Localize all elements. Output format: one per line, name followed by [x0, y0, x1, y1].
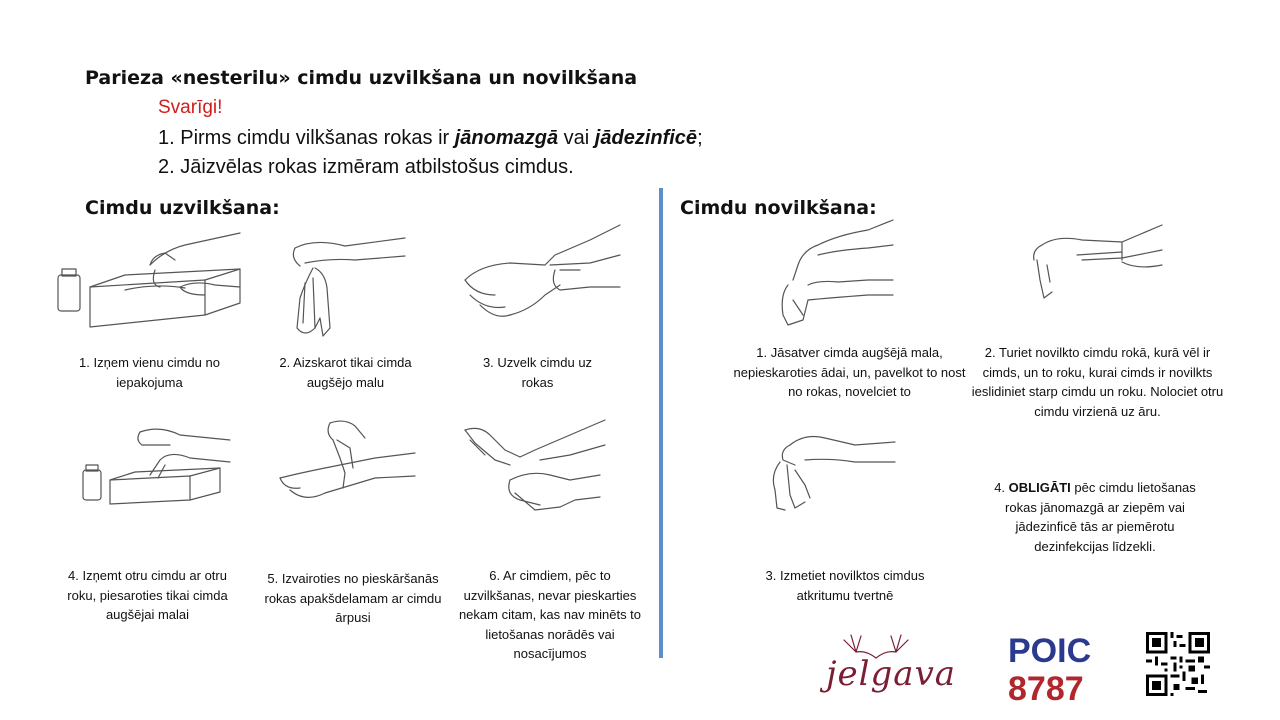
doffing-step-1-caption: 1. Jāsatver cimda augšējā mala, nepieskaroties ādai, un, pavelkot to nost no rokas, novelciet to	[733, 345, 966, 399]
doffing-step2-illustration	[1022, 220, 1167, 320]
donning-step2-illustration	[285, 228, 410, 343]
rule-1-prefix: 1. Pirms cimdu vilkšanas rokas ir	[158, 127, 455, 149]
donning-step6-illustration	[460, 415, 610, 515]
doffing-step-3-caption: 3. Izmetiet novilktos cimdus atkritumu tvertnē	[765, 568, 925, 603]
donning-step5-illustration	[275, 418, 415, 513]
doffing-step-4-prefix: 4.	[994, 480, 1009, 495]
donning-step-5-caption: 5. Izvairoties no pieskāršanās rokas apakšdelamam ar cimdu ārpusi	[264, 571, 442, 625]
doffing-step1-illustration	[758, 220, 898, 330]
donning-step3-illustration	[460, 225, 620, 325]
page-title: Parieza «nesterilu» cimdu uzvilkšana un novilkšana	[85, 67, 638, 89]
donning-step-1-caption: 1. Izņem vienu cimdu no iepakojuma	[79, 355, 220, 390]
doffing-step-4-caption	[980, 478, 1210, 556]
donning-step-2-caption: 2. Aizskarot tikai cimda augšējo malu	[279, 355, 412, 390]
jelgava-logo: jelgava	[826, 654, 957, 694]
donning-step-4-caption: 4. Izņemt otru cimdu ar otru roku, piesaroties tikai cimda augšējai malai	[67, 568, 228, 622]
doffing-step-2-caption: 2. Turiet novilkto cimdu rokā, kurā vēl ir cimds, un to roku, kurai cimds ir novilkts ieslidiniet starp cimdu un roku. Nolociet otru cimdu virzienā uz āru.	[971, 345, 1224, 419]
donning-step-3-caption: 3. Uzvelk cimdu uz rokas	[482, 355, 593, 390]
poic-number: 8787	[1008, 670, 1084, 708]
donning-step-6-caption: 6. Ar cimdiem, pēc to uzvilkšanas, nevar pieskarties nekam citam, kas nav minēts to lietošanas norādēs vai nosacījumos	[458, 568, 642, 661]
qr-code[interactable]	[1146, 632, 1210, 696]
rule-1-emphasis-wash: jānomazgā	[454, 127, 559, 149]
rule-1-mid: vai	[558, 127, 595, 149]
donning-step1-illustration	[55, 225, 240, 330]
donning-heading: Cimdu uzvilkšana:	[85, 197, 280, 219]
rule-1-emphasis-disinfect: jādezinficē	[594, 127, 698, 149]
rule-1-suffix: ;	[697, 127, 703, 149]
poic-label: POIC	[1008, 632, 1092, 670]
rule-1	[158, 127, 703, 150]
doffing-step-4-mandatory: OBLIGĀTI	[1008, 480, 1071, 495]
important-label: Svarīgi!	[158, 97, 223, 118]
doffing-step-4-text: pēc cimdu lietošanas rokas jānomazgā ar ziepēm vai jādezinficē tās ar piemērotu dezinfekcijas līdzekli.	[1005, 480, 1196, 554]
section-divider	[659, 188, 663, 658]
rule-2: 2. Jāizvēlas rokas izmēram atbilstošus cimdus.	[158, 156, 574, 178]
doffing-heading: Cimdu novilkšana:	[680, 197, 877, 219]
donning-step4-illustration	[80, 420, 230, 505]
doffing-step3-illustration	[765, 430, 895, 515]
